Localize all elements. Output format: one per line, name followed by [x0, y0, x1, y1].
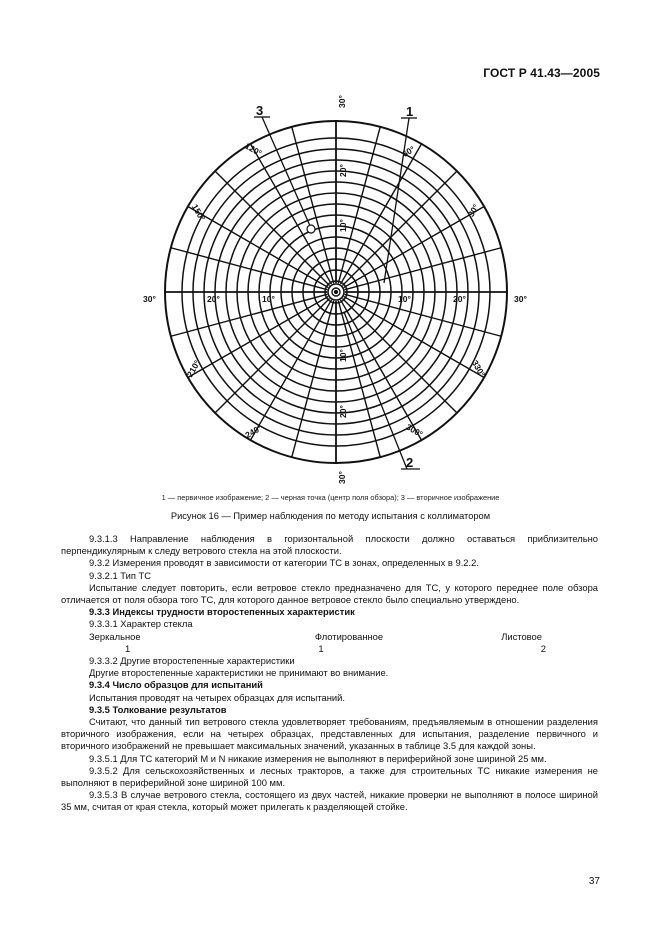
- paragraph-repeat-test: Испытание следует повторить, если ветровое стекло предназначено для ТС, у которого переднее поле обзора отличается от поля обзора того ТС, для которого данное ветровое стекло было специально утверждено.: [61, 581, 598, 606]
- glass-type-value-row: [61, 643, 598, 655]
- value-sheet: 2: [540, 642, 546, 654]
- label-right-mid: 20°: [453, 294, 466, 304]
- paragraph-samples: Испытания проводят на четырех образцах для испытаний.: [89, 691, 345, 703]
- label-top: 30°: [337, 95, 347, 108]
- value-float: 1: [318, 642, 324, 654]
- angle-label-a330: 330°: [469, 358, 488, 379]
- secondary-image-ring: [307, 225, 315, 233]
- paragraph-9-3-2-1: 9.3.2.1 Тип ТС: [89, 569, 152, 581]
- heading-9-3-5: 9.3.5 Толкование результатов: [89, 703, 227, 715]
- angle-label-a30: 30°: [465, 202, 481, 219]
- label-down-mid: 20°: [338, 405, 348, 418]
- body-text: [61, 533, 598, 814]
- callout-3: 3: [256, 103, 264, 118]
- page-header: ГОСТ Р 41.43—2005: [483, 66, 600, 80]
- glass-type-sheet: Листовое: [501, 630, 542, 642]
- label-up-inner: 10°: [338, 219, 348, 232]
- glass-type-header-row: [61, 631, 598, 643]
- value-mirror: 1: [125, 642, 131, 654]
- label-up-mid: 20°: [338, 164, 348, 177]
- paragraph-9-3-3-2: 9.3.3.2 Другие второстепенные характеристики: [89, 655, 295, 667]
- label-right: 30°: [514, 294, 527, 304]
- angle-label-a60: 60°: [400, 143, 417, 159]
- figure-caption: Рисунок 16 — Пример наблюдения по методу испытания с коллиматором: [170, 511, 491, 521]
- paragraph-interpretation: Считают, что данный тип ветрового стекла удовлетворяет требованиям, предъявляемым в отношении разделения вторичного изображения, если на четырех образцах, представленных для испытания, разделение первичного и вторичного изображений не превышает максимальных значений, указанных в таблице 3.5 для каждой зоны.: [61, 716, 598, 752]
- center-mark: [334, 290, 337, 293]
- glass-type-float: Флотированное: [314, 630, 384, 642]
- paragraph-9-3-2: 9.3.2 Измерения проводят в зависимости от категории ТС в зонах, определенных в 9.2.2.: [89, 557, 479, 569]
- label-right-inner: 10°: [398, 294, 411, 304]
- spoke: [188, 297, 328, 378]
- label-left-mid: 20°: [207, 294, 220, 304]
- label-down-inner: 10°: [338, 349, 348, 362]
- spoke: [344, 207, 484, 288]
- label-left-inner: 10°: [262, 294, 275, 304]
- paragraph-9-3-1-3: 9.3.1.3 Направление наблюдения в горизонтальной плоскости должно оставаться приблизительно перпендикулярным к следу ветрового стекла на этой плоскости.: [61, 533, 598, 557]
- paragraph-9-3-5-1: 9.3.5.1 Для ТС категорий M и N никакие измерения не выполняют в периферийной зоне шириной 25 мм.: [89, 752, 547, 764]
- figure-legend: 1 — первичное изображение; 2 — черная точка (центр поля обзора); 3 — вторичное изображение: [161, 493, 500, 502]
- paragraph-9-3-5-2: 9.3.5.2 Для сельскохозяйственных и лесных тракторов, а также для строительных ТС никакие измерения не выполняют в периферийной зоне шириной 100 мм.: [61, 764, 598, 789]
- paragraph-9-3-3-1: 9.3.3.1 Характер стекла: [89, 618, 193, 630]
- glass-type-mirror: Зеркальное: [89, 630, 141, 642]
- angle-label-a300: 300°: [404, 421, 425, 440]
- callout-2: 2: [406, 455, 414, 470]
- spoke: [251, 144, 332, 284]
- label-left: 30°: [143, 294, 156, 304]
- heading-9-3-4: 9.3.4 Число образцов для испытаний: [89, 679, 263, 691]
- angle-label-a120: 120°: [243, 140, 264, 159]
- heading-9-3-3: 9.3.3 Индексы трудности второстепенных характеристик: [89, 606, 355, 618]
- label-bottom: 30°: [337, 471, 347, 484]
- paragraph-9-3-5-3: 9.3.5.3 В случае ветрового стекла, состоящего из двух частей, никакие проверки не выполняют в полосе шириной 35 мм, считая от края стекла, который может прилегать к разделяющей стойке.: [61, 789, 598, 813]
- spoke: [341, 144, 422, 284]
- callout-1: 1: [406, 104, 414, 119]
- angle-label-a210: 210°: [184, 358, 203, 379]
- paragraph-other-characteristics: Другие второстепенные характеристики не принимают во внимание.: [89, 667, 389, 679]
- page-number: 37: [588, 876, 600, 887]
- angle-label-a150: 150°: [189, 202, 208, 223]
- spoke: [251, 300, 332, 440]
- center-target: [328, 284, 344, 300]
- angle-label-a240: 240°: [243, 422, 264, 441]
- spoke: [341, 300, 422, 440]
